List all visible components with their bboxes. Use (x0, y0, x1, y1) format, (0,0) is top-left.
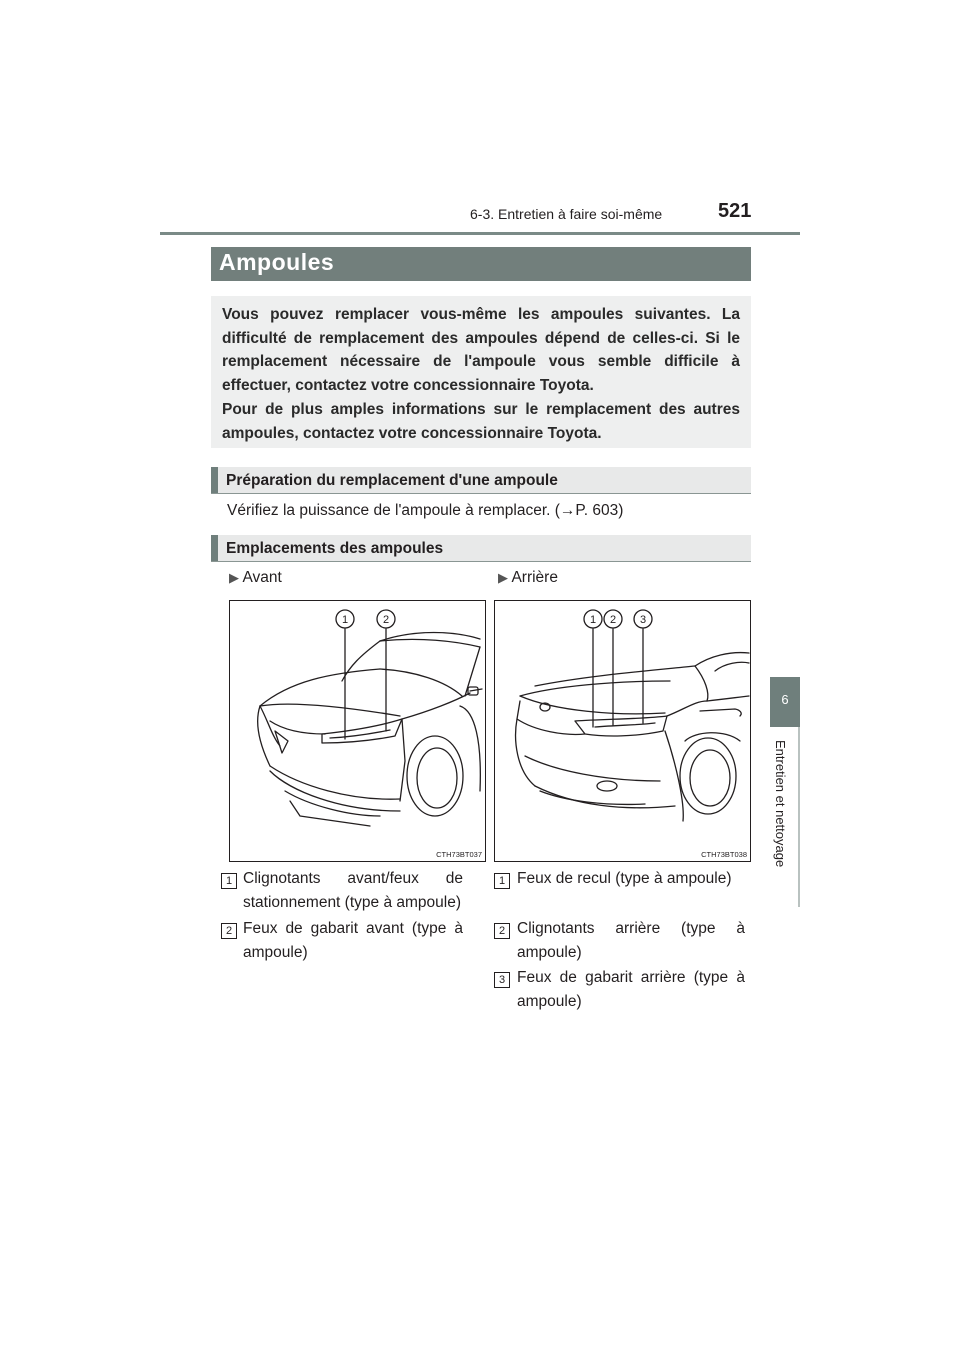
front-car-illustration (229, 600, 486, 862)
page-title: Ampoules (219, 249, 335, 275)
intro-paragraph-2: Pour de plus amples informations sur le remplacement des autres ampoules, contactez votre concessionnaire Toyota. (222, 401, 740, 442)
section-heading-locations: Emplacements des ampoules (226, 540, 444, 557)
chapter-title: Entretien et nettoyage (773, 740, 788, 868)
rear-car-illustration (494, 600, 751, 862)
rear-item-number: 2 (494, 923, 510, 939)
front-callout-1: 1 (341, 614, 349, 626)
triangle-bullet-icon: ▶ (498, 570, 508, 585)
rear-item-number: 1 (494, 873, 510, 889)
chapter-title-tab (760, 740, 800, 890)
rear-label (498, 569, 558, 587)
triangle-bullet-icon: ▶ (229, 570, 239, 585)
rear-item-text: Feux de gabarit arrière (type à ampoule) (517, 969, 745, 1010)
section-heading-marker (211, 467, 218, 493)
rear-callout-2: 2 (609, 614, 617, 626)
rear-item-number: 3 (494, 972, 510, 988)
front-item-number: 1 (221, 873, 237, 889)
running-header-section: 6-3. Entretien à faire soi-même (470, 206, 663, 222)
figure-code: CTH73BT038 (701, 850, 747, 859)
section-heading-marker (211, 535, 218, 561)
front-label (229, 569, 282, 587)
page-number: 521 (718, 200, 752, 222)
rear-item-text: Clignotants arrière (type à ampoule) (517, 920, 745, 961)
section-heading-preparation: Préparation du remplacement d'une ampoule (226, 472, 558, 489)
front-callout-2: 2 (382, 614, 390, 626)
rear-callout-3: 3 (639, 614, 647, 626)
front-item-number: 2 (221, 923, 237, 939)
rear-label-text: Arrière (511, 569, 558, 586)
rear-item-text: Feux de recul (type à ampoule) (517, 870, 732, 887)
figure-code: CTH73BT037 (436, 850, 482, 859)
front-item-text: Feux de gabarit avant (type à ampoule) (243, 920, 463, 961)
intro-paragraph-1: Vous pouvez remplacer vous-même les ampoules suivantes. La difficulté de remplacement des ampoules dépend de celles-ci. Si le remplacement nécessaire de l'ampoule vous semble difficile à effectuer, contactez votre concessionnaire Toyota. (222, 306, 740, 394)
chapter-number: 6 (781, 692, 789, 707)
header-rule (160, 232, 800, 235)
front-label-text: Avant (242, 569, 282, 586)
rear-callout-1: 1 (589, 614, 597, 626)
front-item-text: Clignotants avant/feux de stationnement (type à ampoule) (243, 870, 463, 911)
preparation-text: Vérifiez la puissance de l'ampoule à remplacer. (→P. 603) (227, 502, 624, 519)
